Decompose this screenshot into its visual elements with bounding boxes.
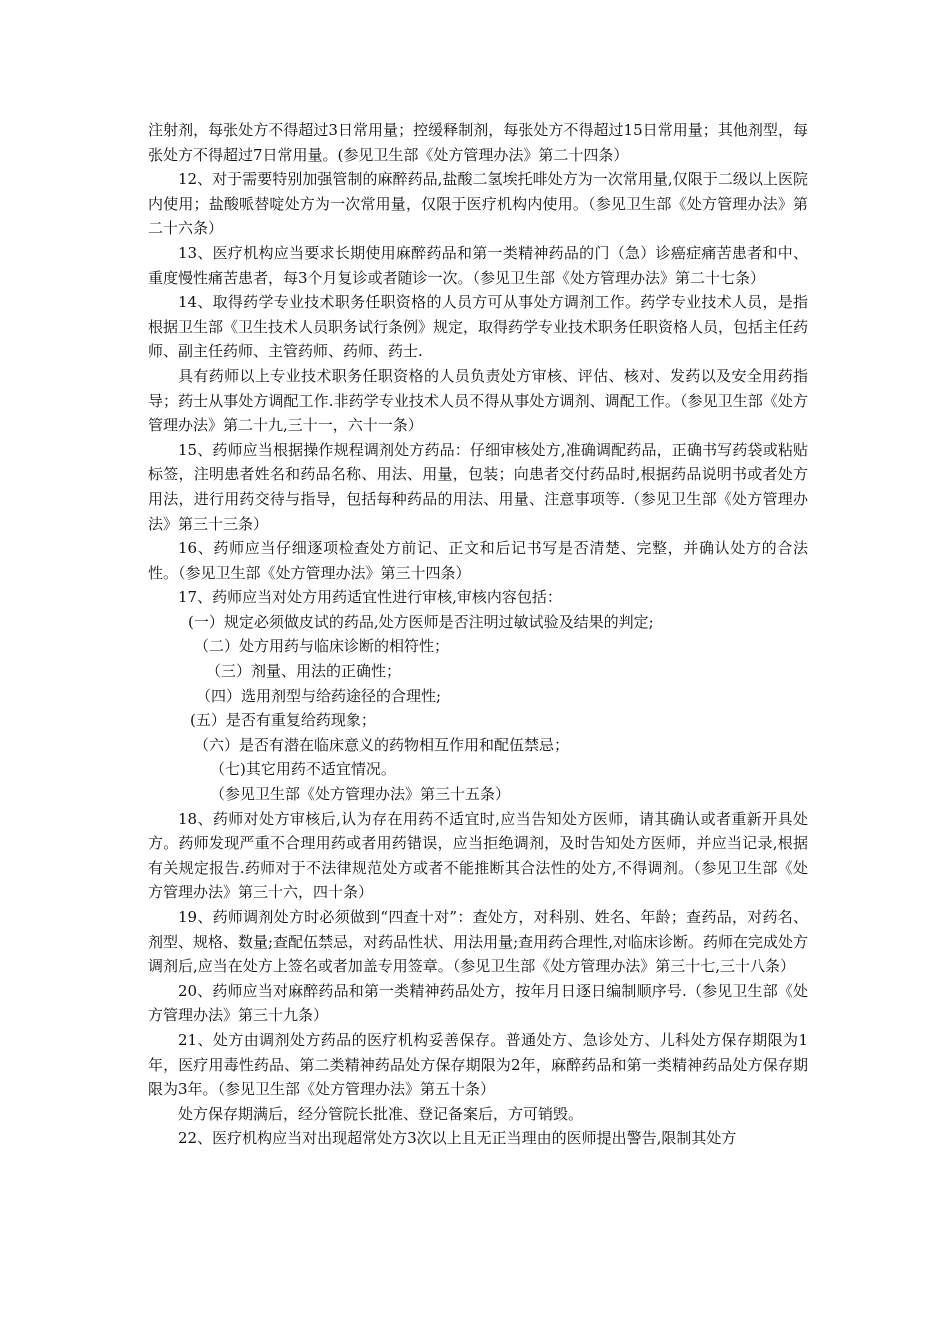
list-item: （六）是否有潜在临床意义的药物相互作用和配伍禁忌； bbox=[194, 735, 570, 754]
list-item: （二）处方用药与临床诊断的相符性； bbox=[194, 637, 450, 656]
paragraph-item-18: 18、药师对处方审核后,认为存在用药不适宜时,应当告知处方医师，请其确认或者重新开具处方。药师发现严重不合理用药或者用药错误，应当拒绝调剂，及时告知处方医师，并应当记录,根据有关规定报告.药师对于不法律规范处方或者不能推断其合法性的处方,不得调剂。（参见卫生部《处方管理办法》第三十六，四十条） bbox=[148, 809, 808, 902]
list-item: (一）规定必须做皮试的药品,处方医师是否注明过敏试验及结果的判定; bbox=[188, 612, 654, 631]
paragraph-item-21-continued: 处方保存期满后，经分管院长批准、登记备案后，方可销毁。 bbox=[178, 1104, 584, 1123]
paragraph-item-22: 22、医疗机构应当对出现超常处方3次以上且无正当理由的医师提出警告,限制其处方 bbox=[178, 1129, 737, 1148]
list-item: （七)其它用药不适宜情况。 bbox=[210, 760, 396, 779]
review-criteria-list bbox=[148, 610, 808, 807]
paragraph-item-12: 12、对于需要特别加强管制的麻醉药品,盐酸二氢埃托啡处方为一次常用量,仅限于二级以上医院内使用；盐酸哌替啶处方为一次常用量，仅限于医疗机构内使用。（参见卫生部《处方管理办法》第二十六条） bbox=[148, 170, 808, 238]
paragraph-item-16: 16、药师应当仔细逐项检查处方前记、正文和后记书写是否清楚、完整，并确认处方的合法性。（参见卫生部《处方管理办法》第三十四条） bbox=[148, 539, 808, 582]
paragraph-item-13: 13、医疗机构应当要求长期使用麻醉药品和第一类精神药品的门（急）诊癌症痛苦患者和中、重度慢性痛苦患者，每3个月复诊或者随诊一次。（参见卫生部《处方管理办法》第二十七条） bbox=[148, 243, 808, 287]
paragraph-item-21: 21、处方由调剂处方药品的医疗机构妥善保存。普通处方、急诊处方、儿科处方保存期限为1年，医疗用毒性药品、第二类精神药品处方保存期限为2年，麻醉药品和第一类精神药品处方保存期限为3年。（参见卫生部《处方管理办法》第五十条） bbox=[148, 1030, 808, 1099]
paragraph-item-19: 19、药师调剂处方时必须做到“四查十对”：查处方，对科别、姓名、年龄；查药品，对药名、剂型、规格、数量;查配伍禁忌，对药品性状、用法用量;查用药合理性,对临床诊断。药师在完成处方调剂后,应当在处方上签名或者加盖专用签章。（参见卫生部《处方管理办法》第三十七,三十八条） bbox=[148, 908, 808, 976]
paragraph-item-14: 14、取得药学专业技术职务任职资格的人员方可从事处方调剂工作。药学专业技术人员，是指根据卫生部《卫生技术人员职务试行条例》规定，取得药学专业技术职务任职资格人员，包括主任药师、副主任药师、主管药师、药师、药士. bbox=[148, 293, 809, 361]
paragraph-continuation: 注射剂，每张处方不得超过3日常用量；控缓释制剂，每张处方不得超过15日常用量；其他剂型，每张处方不得超过7日常用量。(参见卫生部《处方管理办法》第二十四条） bbox=[148, 121, 808, 164]
paragraph-item-17: 17、药师应当对处方用药适宜性进行审核,审核内容包括： bbox=[178, 588, 562, 607]
list-item: （四）选用剂型与给药途径的合理性; bbox=[196, 686, 442, 705]
list-reference: （参见卫生部《处方管理办法》第三十五条） bbox=[210, 785, 511, 804]
paragraph-item-15: 15、药师应当根据操作规程调剂处方药品：仔细审核处方,准确调配药品，正确书写药袋或粘贴标签，注明患者姓名和药品名称、用法、用量，包装；向患者交付药品时,根据药品说明书或者处方用法，进行用药交待与指导，包括每种药品的用法、用量、注意事项等.（参见卫生部《处方管理办法》第三十三条） bbox=[148, 440, 808, 533]
paragraph-item-14-continued: 具有药师以上专业技术职务任职资格的人员负责处方审核、评估、核对、发药以及安全用药指导；药士从事处方调配工作.非药学专业技术人员不得从事处方调剂、调配工作。（参见卫生部《处方管理办法》第二十九,三十一，六十一条） bbox=[148, 366, 808, 435]
list-item: （三）剂量、用法的正确性； bbox=[206, 662, 402, 681]
list-item: (五）是否有重复给药现象； bbox=[190, 711, 376, 730]
paragraph-item-20: 20、药师应当对麻醉药品和第一类精神药品处方，按年月日逐日编制顺序号.（参见卫生部《处方管理办法》第三十九条） bbox=[148, 981, 808, 1025]
document-page bbox=[148, 118, 808, 1151]
